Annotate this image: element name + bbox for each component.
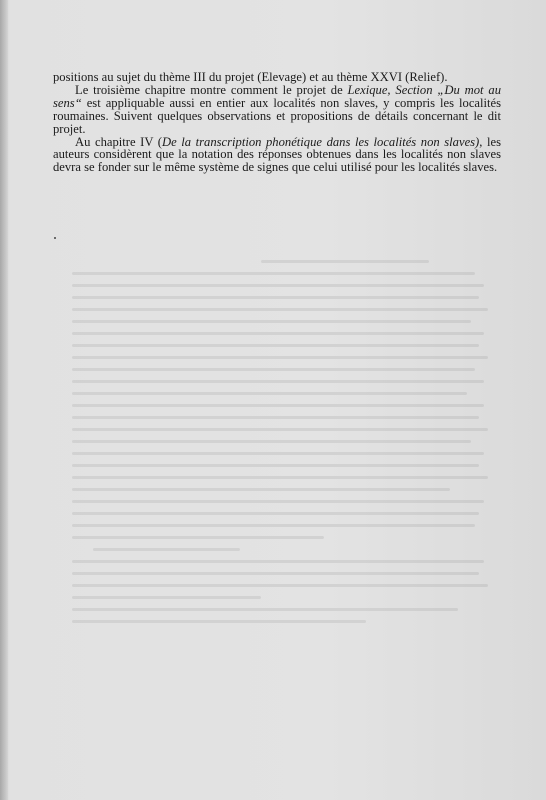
paragraph-2-text-a: Le troisième chapitre montre comment le projet de	[75, 82, 348, 97]
paragraph-3-text-b: , les auteurs considèrent que la notation des réponses obtenues dans les localités non slaves devra se fonder sur le même système de signes que celui utilisé pour les localités slaves.	[53, 134, 501, 175]
paragraph-3-italic-title: De la transcription phonétique dans les localités non slaves)	[161, 134, 480, 149]
body-text	[53, 71, 501, 174]
page-binding-shadow	[0, 0, 8, 800]
paragraph-3	[53, 136, 501, 175]
paragraph-1-text: positions au sujet du thème III du projet (Elevage) et au thème XXVI (Relief).	[53, 70, 448, 84]
paragraph-3-text-a: Au chapitre IV (	[75, 134, 162, 149]
paragraph-2-italic-title: Lexique, Section „Du mot au sens“	[53, 82, 501, 110]
stray-dot-mark	[54, 237, 56, 239]
paragraph-2	[53, 84, 501, 136]
reverse-side-show-through	[72, 260, 492, 690]
paragraph-2-text-b: est appliquable aussi en entier aux localités non slaves, y compris les localités roumaines. Suivent quelques observations et propositions de détails concernant le dit projet.	[53, 95, 501, 136]
